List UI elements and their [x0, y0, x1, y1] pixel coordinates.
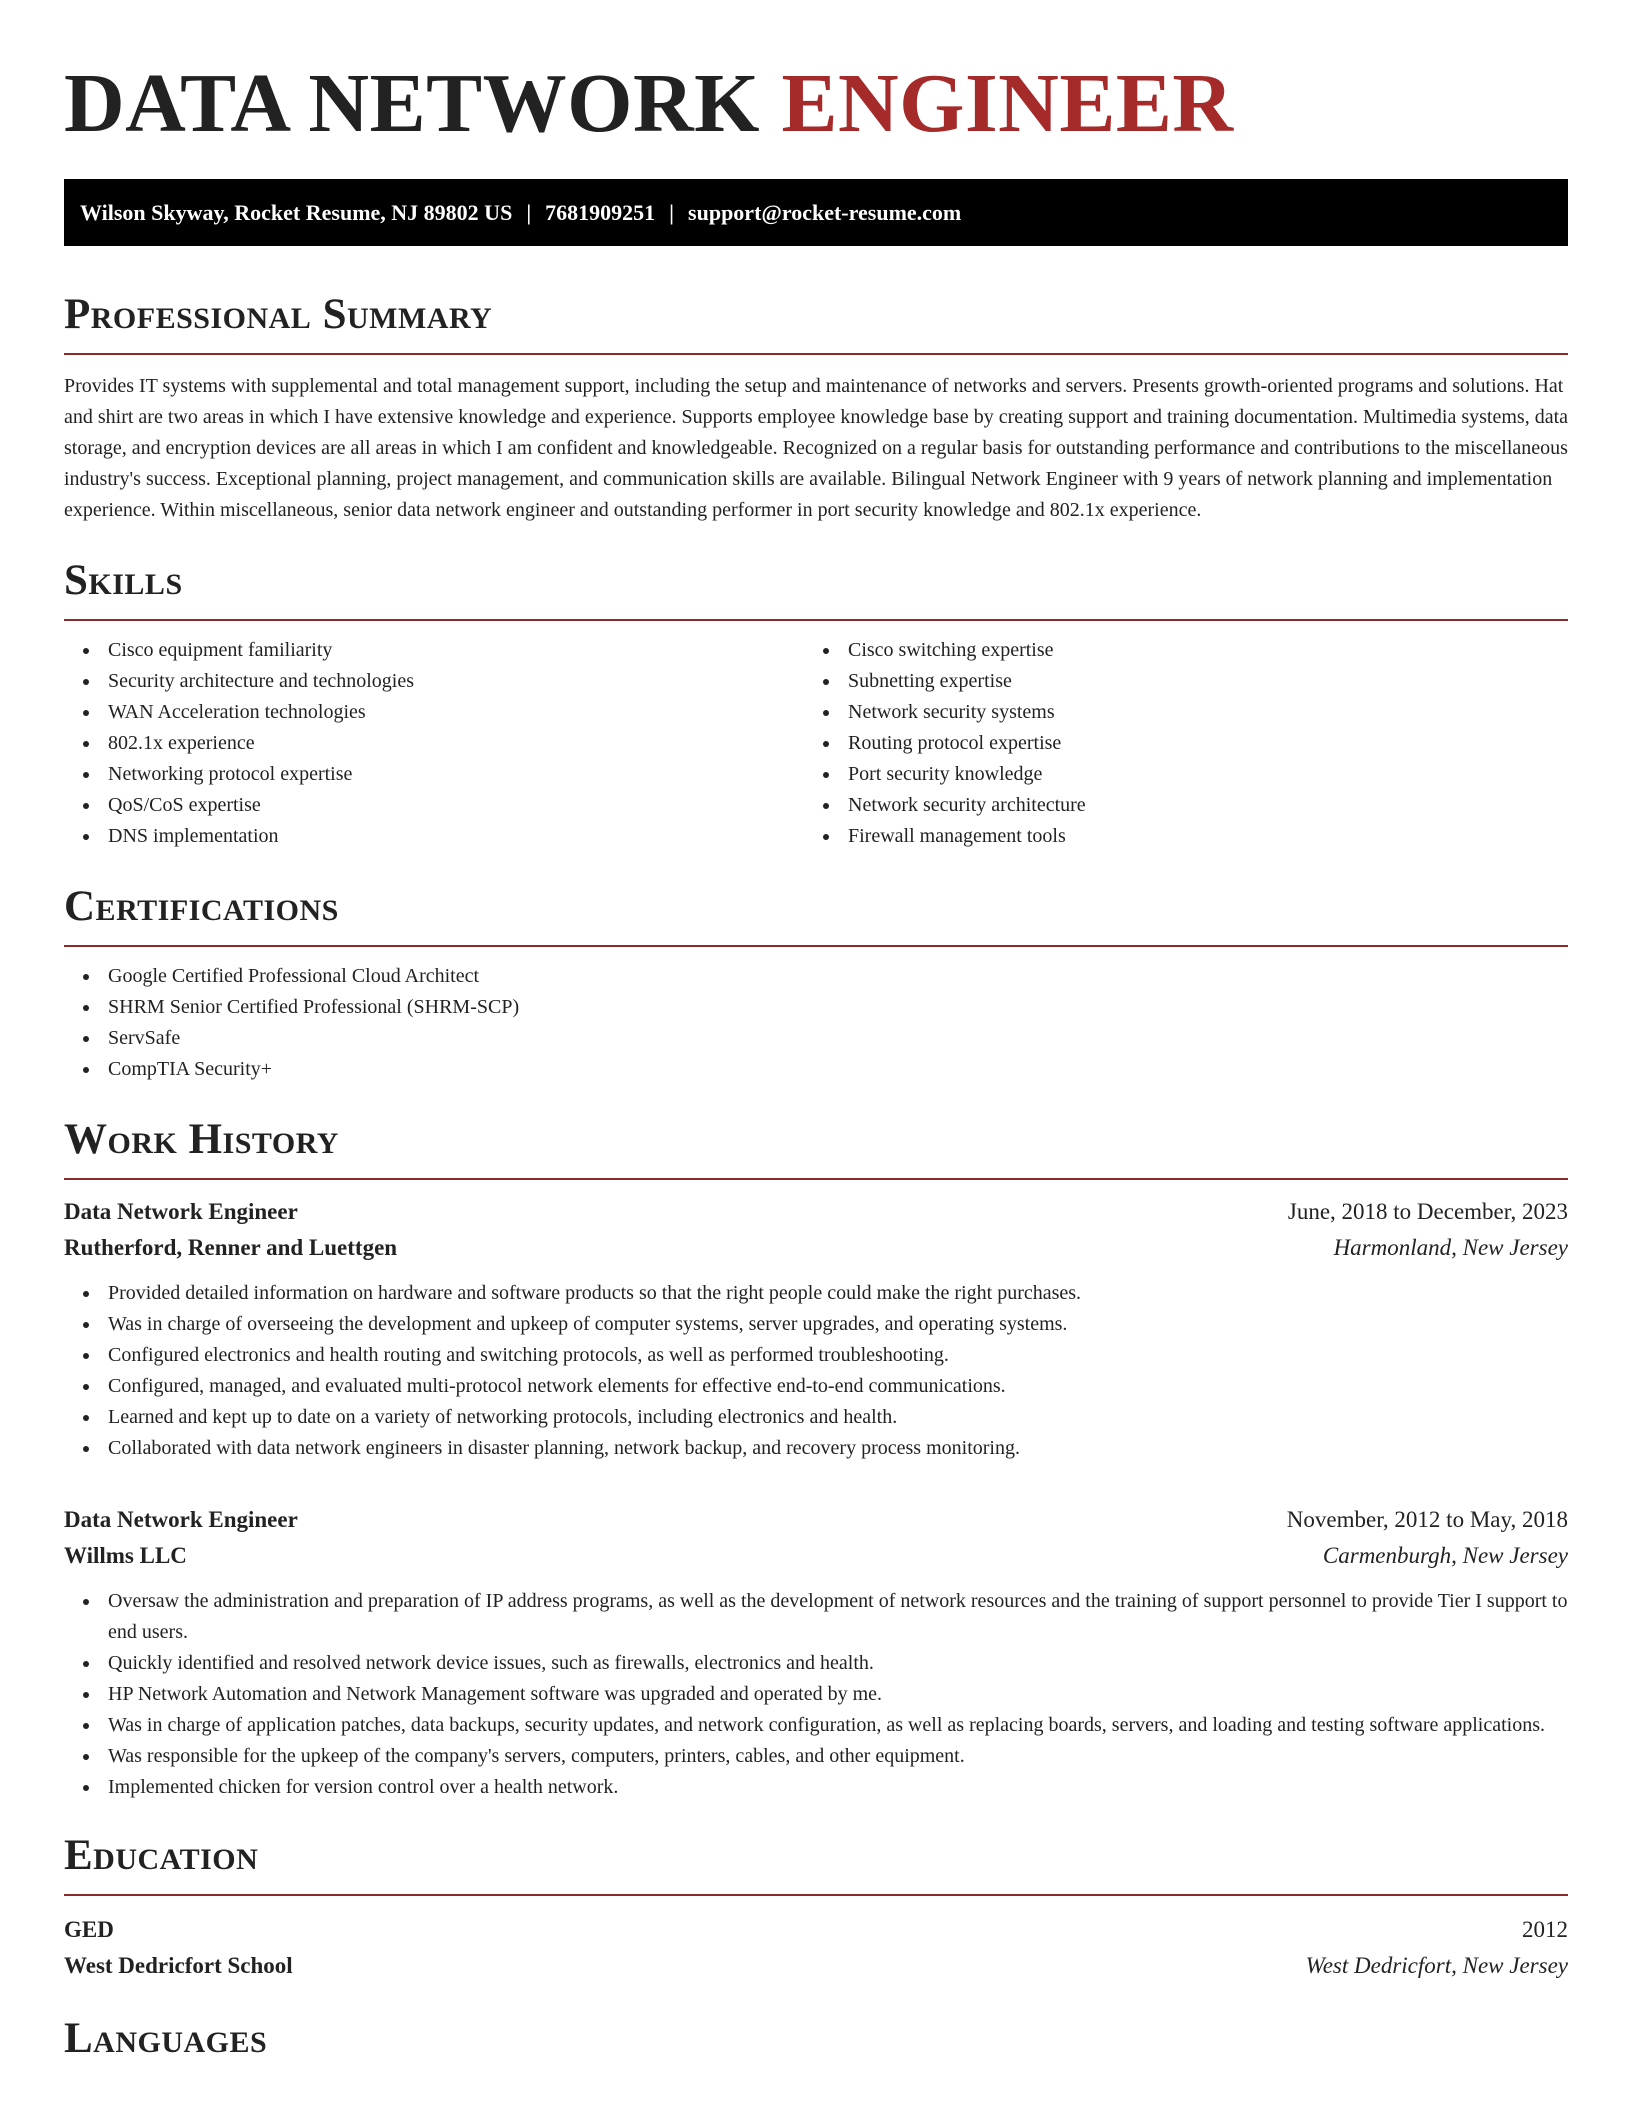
education-year: 2012 [1522, 1917, 1568, 1942]
section-title: Languages [64, 2015, 268, 2062]
job-bullet: Was in charge of application patches, data backups, security updates, and network configuration, as well as replacing boards, servers, and loading and testing software applications. [64, 1710, 1568, 1741]
skills-columns [64, 635, 1568, 852]
job-header-row [64, 1502, 1568, 1538]
job-title: Data Network Engineer [64, 1507, 298, 1532]
work-history-section [64, 1115, 1568, 1803]
education-header-row [64, 1912, 1568, 1948]
job-bullet: Configured electronics and health routing and switching protocols, as well as performed troubleshooting. [64, 1340, 1568, 1371]
certification-item: ServSafe [64, 1023, 1568, 1054]
job-bullet: Implemented chicken for version control over a health network. [64, 1772, 1568, 1803]
job-bullet: Learned and kept up to date on a variety of networking protocols, including electronics and health. [64, 1402, 1568, 1433]
certification-item: SHRM Senior Certified Professional (SHRM-SCP) [64, 992, 1568, 1023]
contact-bar [64, 179, 1568, 246]
skill-item: WAN Acceleration technologies [64, 697, 804, 728]
job-bullet: Quickly identified and resolved network device issues, such as firewalls, electronics and health. [64, 1648, 1568, 1679]
languages-section [64, 2014, 1568, 2064]
section-title: Skills [64, 557, 183, 604]
education-degree: GED [64, 1917, 114, 1942]
skills-list-right [804, 635, 1544, 852]
job-entry [64, 1194, 1568, 1464]
section-title: Work History [64, 1116, 339, 1163]
resume-name [64, 0, 1568, 152]
job-bullets [64, 1586, 1568, 1803]
section-divider [64, 353, 1568, 355]
section-divider [64, 1894, 1568, 1896]
job-bullet: Was responsible for the upkeep of the company's servers, computers, printers, cables, and other equipment. [64, 1741, 1568, 1772]
certification-item: Google Certified Professional Cloud Architect [64, 961, 1568, 992]
summary-text: Provides IT systems with supplemental and total management support, including the setup and maintenance of networks and servers. Presents growth-oriented programs and solutions. Hat and shirt are two areas in which I have extensive knowledge and experience. Supports employee knowledge base by creating support and training documentation. Multimedia systems, data storage, and encryption devices are all areas in which I am confident and knowledgeable. Recognized on a regular basis for outstanding performance and contributions to the miscellaneous industry's success. Exceptional planning, project management, and communication skills are available. Bilingual Network Engineer with 9 years of network planning and implementation experience. Within miscellaneous, senior data network engineer and outstanding performer in port security knowledge and 802.1x experience. [64, 375, 1569, 521]
skill-item: 802.1x experience [64, 728, 804, 759]
job-dates: November, 2012 to May, 2018 [1286, 1507, 1568, 1532]
job-company-row [64, 1230, 1568, 1266]
section-divider [64, 945, 1568, 947]
job-bullet: Collaborated with data network engineers in disaster planning, network backup, and recovery process monitoring. [64, 1433, 1568, 1464]
contact-separator: | [669, 199, 675, 225]
contact-phone: 7681909251 [545, 199, 656, 225]
job-title: Data Network Engineer [64, 1199, 298, 1224]
skill-item: QoS/CoS expertise [64, 790, 804, 821]
skill-item: Network security systems [804, 697, 1544, 728]
section-divider [64, 1178, 1568, 1180]
skill-item: Routing protocol expertise [804, 728, 1544, 759]
contact-address: Wilson Skyway, Rocket Resume, NJ 89802 US [80, 199, 513, 225]
education-school-row [64, 1948, 1568, 1984]
contact-separator: | [526, 199, 532, 225]
job-bullet: Was in charge of overseeing the development and upkeep of computer systems, server upgrades, and operating systems. [64, 1309, 1568, 1340]
section-divider [64, 619, 1568, 621]
education-school: West Dedricfort School [64, 1953, 293, 1978]
skill-item: Networking protocol expertise [64, 759, 804, 790]
job-dates: June, 2018 to December, 2023 [1287, 1199, 1568, 1224]
skill-item: Port security knowledge [804, 759, 1544, 790]
job-bullets [64, 1278, 1568, 1464]
summary-section [64, 290, 1568, 526]
section-title: Education [64, 1832, 259, 1879]
job-bullet: Oversaw the administration and preparation of IP address programs, as well as the development of network resources and the training of support personnel to provide Tier I support to end users. [64, 1586, 1568, 1648]
certifications-section [64, 882, 1568, 1085]
skill-item: Security architecture and technologies [64, 666, 804, 697]
job-company-row [64, 1538, 1568, 1574]
job-bullet: Provided detailed information on hardware and software products so that the right people could make the right purchases. [64, 1278, 1568, 1309]
certification-item: CompTIA Security+ [64, 1054, 1568, 1085]
education-location: West Dedricfort, New Jersey [1305, 1953, 1568, 1978]
section-title: Professional Summary [64, 291, 493, 338]
job-company: Willms LLC [64, 1543, 187, 1568]
skill-item: Cisco equipment familiarity [64, 635, 804, 666]
skill-item: Network security architecture [804, 790, 1544, 821]
certifications-list [64, 961, 1568, 1085]
job-location: Carmenburgh, New Jersey [1322, 1543, 1568, 1568]
education-entry [64, 1912, 1568, 1984]
skill-item: Firewall management tools [804, 821, 1544, 852]
job-bullet: HP Network Automation and Network Management software was upgraded and operated by me. [64, 1679, 1568, 1710]
skill-item: Subnetting expertise [804, 666, 1544, 697]
job-location: Harmonland, New Jersey [1333, 1235, 1568, 1260]
job-entry [64, 1502, 1568, 1803]
skills-list-left [64, 635, 804, 852]
name-accent: ENGINEER [781, 57, 1234, 150]
job-bullet: Configured, managed, and evaluated multi-protocol network elements for effective end-to-end communications. [64, 1371, 1568, 1402]
job-header-row [64, 1194, 1568, 1230]
section-title: Certifications [64, 883, 339, 930]
name-first: DATA NETWORK [64, 57, 760, 150]
contact-email: support@rocket-resume.com [688, 199, 962, 225]
skill-item: Cisco switching expertise [804, 635, 1544, 666]
skills-section [64, 556, 1568, 852]
job-company: Rutherford, Renner and Luettgen [64, 1235, 398, 1260]
education-section [64, 1831, 1568, 1984]
skill-item: DNS implementation [64, 821, 804, 852]
